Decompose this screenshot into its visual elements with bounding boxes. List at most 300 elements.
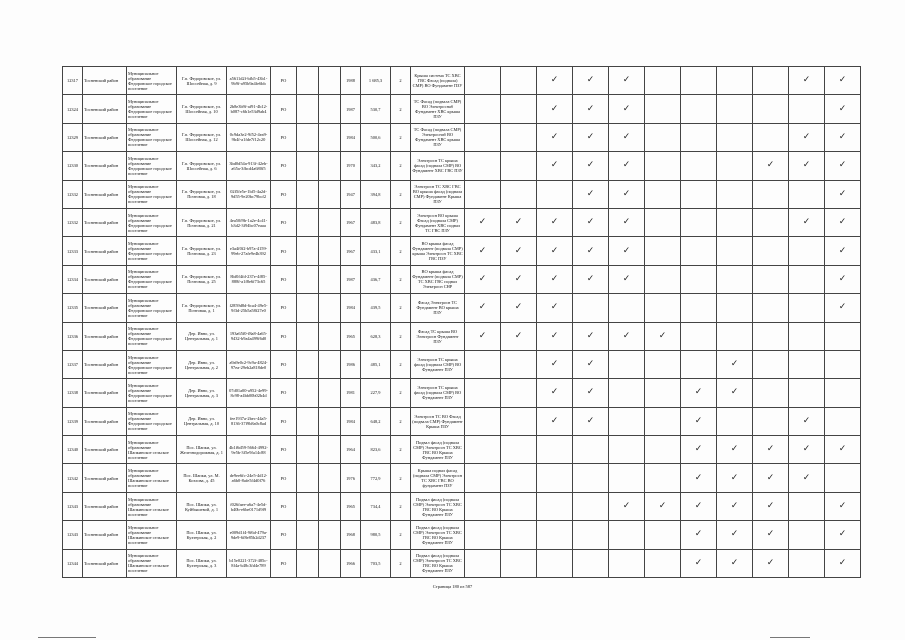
cell-check xyxy=(609,67,645,95)
cell-check xyxy=(717,549,753,577)
cell-check xyxy=(789,492,825,520)
cell-code: 8bf0f4fd-237e-4f85-888f-a1f8e6f73c65 xyxy=(227,265,271,293)
cell-check xyxy=(573,294,609,322)
cell-address: Дер. Ивно, ул. Центральная, д. 1 xyxy=(177,322,227,350)
cell-check xyxy=(789,322,825,350)
cell-check xyxy=(717,123,753,151)
cell-floors: 2 xyxy=(391,152,411,180)
cell-check xyxy=(501,350,537,378)
checkmark-icon: ✓ xyxy=(550,330,559,341)
cell-code: a9a9e0c2-9c9a-4824-97ea-29eb2a818de0 xyxy=(227,350,271,378)
cell-owner: Муниципальное образование Федоровское городское поселение xyxy=(127,350,177,378)
checkmark-icon: ✓ xyxy=(478,330,487,341)
cell-id: 12344 xyxy=(63,549,83,577)
checkmark-icon: ✓ xyxy=(550,273,559,284)
cell-works: Фасад Электросн ТС Фундамент ВО крыша ПЗУ xyxy=(411,294,465,322)
cell-check xyxy=(501,265,537,293)
cell-blank xyxy=(297,237,319,265)
cell-form: РО xyxy=(271,549,297,577)
cell-check xyxy=(717,294,753,322)
cell-owner: Муниципальное образование Федоровское городское поселение xyxy=(127,265,177,293)
cell-owner: Муниципальное образование Шапкинское сельское поселение xyxy=(127,549,177,577)
cell-check xyxy=(681,208,717,236)
cell-works: ТС Фасад (подвала СМР) ВО Электроснаб Фундамент ХВС крыша ПЗУ xyxy=(411,95,465,123)
cell-check xyxy=(573,549,609,577)
cell-year: 1984 xyxy=(341,123,361,151)
cell-area: 628,3 xyxy=(361,322,391,350)
checkmark-icon: ✓ xyxy=(478,302,487,313)
cell-check xyxy=(825,379,861,407)
cell-check xyxy=(537,265,573,293)
cell-form: РО xyxy=(271,492,297,520)
cell-check xyxy=(681,464,717,492)
cell-year: 1968 xyxy=(341,521,361,549)
cell-floors: 2 xyxy=(391,464,411,492)
cell-check xyxy=(753,123,789,151)
cell-code: de9ee6fc-24e5-4d12-a6b0-8afe5f4d0f76 xyxy=(227,464,271,492)
cell-id: 12329 xyxy=(63,123,83,151)
cell-floors: 2 xyxy=(391,436,411,464)
cell-check xyxy=(717,350,753,378)
cell-check xyxy=(465,350,501,378)
cell-code: 0c9da3e2-9f52-4ea9-9b4f-a1fde7f12c20 xyxy=(227,123,271,151)
checkmark-icon: ✓ xyxy=(622,188,631,199)
checkmark-icon: ✓ xyxy=(802,444,811,455)
cell-check xyxy=(501,180,537,208)
checkmark-icon: ✓ xyxy=(586,131,595,142)
cell-works: Электросн ТС ВО Фасад (подвала СМР) Фундамент Крыша ПЗУ xyxy=(411,407,465,435)
cell-owner: Муниципальное образование Шапкинское сельское поселение xyxy=(127,521,177,549)
cell-check xyxy=(717,322,753,350)
checkmark-icon: ✓ xyxy=(838,103,847,114)
cell-check xyxy=(753,265,789,293)
cell-year: 1986 xyxy=(341,350,361,378)
cell-check xyxy=(717,492,753,520)
register-table-body xyxy=(63,67,861,578)
cell-area: 485,1 xyxy=(361,350,391,378)
cell-code: a5611d2f-bfb5-43b1-9b9f-a95b9a4fe6bb xyxy=(227,67,271,95)
cell-address: Пос. Шапки, ул. Железнодорожная, д. 1 xyxy=(177,436,227,464)
cell-check xyxy=(789,436,825,464)
cell-works: ВО крыша фасад Фундамент (подвала СМР) крыша Электросн ТС ХВС ГВС ПЗУ xyxy=(411,237,465,265)
checkmark-icon: ✓ xyxy=(802,217,811,228)
cell-check xyxy=(465,407,501,435)
cell-check xyxy=(501,322,537,350)
cell-id: 12324 xyxy=(63,95,83,123)
cell-area: 648,2 xyxy=(361,407,391,435)
checkmark-icon: ✓ xyxy=(586,75,595,86)
cell-check xyxy=(609,407,645,435)
cell-check xyxy=(789,67,825,95)
cell-code: 3bd0d54a-913f-42eb-a65a-3fbcd4a680f5 xyxy=(227,152,271,180)
cell-check xyxy=(645,67,681,95)
cell-year: 1967 xyxy=(341,208,361,236)
cell-check xyxy=(645,208,681,236)
cell-code: e009d1f4-9f6d-479a-9de9-6f8e85b2d237 xyxy=(227,521,271,549)
table-row xyxy=(63,123,861,151)
cell-check xyxy=(645,152,681,180)
cell-check xyxy=(825,294,861,322)
table-row xyxy=(63,294,861,322)
checkmark-icon: ✓ xyxy=(514,330,523,341)
cell-check xyxy=(681,350,717,378)
cell-works: Крыша подвал фасад (подвала СМР) Электросн ТС ХВС ГВС ВО фундамент ПЗУ xyxy=(411,464,465,492)
cell-check xyxy=(825,265,861,293)
cell-area: 343,2 xyxy=(361,152,391,180)
cell-owner: Муниципальное образование Шапкинское сельское поселение xyxy=(127,492,177,520)
checkmark-icon: ✓ xyxy=(802,131,811,142)
cell-check xyxy=(681,492,717,520)
page-footer: Страница 180 из 587 xyxy=(432,584,473,589)
cell-id: 12340 xyxy=(63,436,83,464)
cell-year: 1967 xyxy=(341,237,361,265)
checkmark-icon: ✓ xyxy=(730,359,739,370)
cell-check xyxy=(537,322,573,350)
cell-floors: 2 xyxy=(391,67,411,95)
checkmark-icon: ✓ xyxy=(694,472,703,483)
checkmark-icon: ✓ xyxy=(550,415,559,426)
cell-blank xyxy=(319,549,341,577)
cell-floors: 2 xyxy=(391,265,411,293)
cell-floors: 2 xyxy=(391,123,411,151)
cell-check xyxy=(537,294,573,322)
table-row xyxy=(63,521,861,549)
cell-floors: 2 xyxy=(391,95,411,123)
cell-check xyxy=(609,237,645,265)
cell-floors: 2 xyxy=(391,350,411,378)
table-row xyxy=(63,464,861,492)
cell-blank xyxy=(297,95,319,123)
cell-code: f026faee-a6a7-4e5d-b40b-e6be0171d9f9 xyxy=(227,492,271,520)
cell-form: РО xyxy=(271,294,297,322)
cell-check xyxy=(825,407,861,435)
cell-check xyxy=(609,152,645,180)
cell-check xyxy=(717,152,753,180)
cell-year: 1965 xyxy=(341,322,361,350)
cell-check xyxy=(717,407,753,435)
cell-check xyxy=(645,407,681,435)
cell-year: 1947 xyxy=(341,180,361,208)
checkmark-icon: ✓ xyxy=(622,217,631,228)
cell-check xyxy=(501,379,537,407)
cell-check xyxy=(645,180,681,208)
cell-blank xyxy=(319,521,341,549)
cell-check xyxy=(609,95,645,123)
table-row xyxy=(63,322,861,350)
cell-check xyxy=(681,123,717,151)
checkmark-icon: ✓ xyxy=(802,75,811,86)
cell-area: 530,7 xyxy=(361,95,391,123)
cell-owner: Муниципальное образование Федоровское городское поселение xyxy=(127,67,177,95)
cell-check xyxy=(501,549,537,577)
cell-year: 1964 xyxy=(341,436,361,464)
checkmark-icon: ✓ xyxy=(550,359,559,370)
cell-check xyxy=(645,322,681,350)
cell-district: Тосненский район xyxy=(83,521,127,549)
cell-district: Тосненский район xyxy=(83,294,127,322)
checkmark-icon: ✓ xyxy=(550,245,559,256)
cell-area: 227,9 xyxy=(361,379,391,407)
checkmark-icon: ✓ xyxy=(586,330,595,341)
cell-year: 1984 xyxy=(341,407,361,435)
cell-blank xyxy=(319,407,341,435)
cell-district: Тосненский район xyxy=(83,350,127,378)
cell-blank xyxy=(319,294,341,322)
cell-check xyxy=(573,407,609,435)
cell-check xyxy=(717,180,753,208)
checkmark-icon: ✓ xyxy=(658,330,667,341)
cell-check xyxy=(789,265,825,293)
cell-id: 12332 xyxy=(63,180,83,208)
checkmark-icon: ✓ xyxy=(586,217,595,228)
cell-check xyxy=(753,350,789,378)
cell-check xyxy=(501,123,537,151)
cell-check xyxy=(717,67,753,95)
cell-check xyxy=(825,521,861,549)
cell-floors: 2 xyxy=(391,322,411,350)
cell-floors: 2 xyxy=(391,237,411,265)
cell-check xyxy=(789,549,825,577)
checkmark-icon: ✓ xyxy=(730,387,739,398)
checkmark-icon: ✓ xyxy=(586,160,595,171)
cell-owner: Муниципальное образование Федоровское городское поселение xyxy=(127,152,177,180)
checkmark-icon: ✓ xyxy=(838,217,847,228)
cell-owner: Муниципальное образование Федоровское городское поселение xyxy=(127,95,177,123)
cell-year: 1987 xyxy=(341,95,361,123)
cell-check xyxy=(681,152,717,180)
checkmark-icon: ✓ xyxy=(838,501,847,512)
cell-district: Тосненский район xyxy=(83,492,127,520)
checkmark-icon: ✓ xyxy=(766,444,775,455)
cell-check xyxy=(465,492,501,520)
checkmark-icon: ✓ xyxy=(730,557,739,568)
cell-blank xyxy=(297,322,319,350)
cell-check xyxy=(789,208,825,236)
cell-floors: 2 xyxy=(391,492,411,520)
cell-area: 500,6 xyxy=(361,123,391,151)
cell-check xyxy=(537,180,573,208)
cell-check xyxy=(573,208,609,236)
cell-address: Г.п. Федоровское, ул. Шоссейная, д. 10 xyxy=(177,95,227,123)
cell-id: 12330 xyxy=(63,152,83,180)
checkmark-icon: ✓ xyxy=(766,501,775,512)
cell-year: 1981 xyxy=(341,379,361,407)
cell-address: Дер. Ивно, ул. Центральная, д. 2 xyxy=(177,350,227,378)
cell-form: РО xyxy=(271,350,297,378)
cell-check xyxy=(681,294,717,322)
checkmark-icon: ✓ xyxy=(550,302,559,313)
cell-form: РО xyxy=(271,464,297,492)
cell-id: 12338 xyxy=(63,379,83,407)
cell-check xyxy=(789,350,825,378)
cell-area: 439,5 xyxy=(361,294,391,322)
cell-floors: 2 xyxy=(391,549,411,577)
cell-check xyxy=(465,208,501,236)
table-row xyxy=(63,208,861,236)
cell-check xyxy=(789,95,825,123)
cell-blank xyxy=(297,208,319,236)
cell-id: 12343 xyxy=(63,521,83,549)
cell-check xyxy=(609,294,645,322)
cell-blank xyxy=(319,208,341,236)
cell-check xyxy=(465,294,501,322)
cell-check xyxy=(789,294,825,322)
cell-check xyxy=(789,123,825,151)
checkmark-icon: ✓ xyxy=(802,160,811,171)
table-row xyxy=(63,350,861,378)
cell-check xyxy=(753,208,789,236)
cell-check xyxy=(465,152,501,180)
cell-owner: Муниципальное образование Шапкинское сельское поселение xyxy=(127,464,177,492)
checkmark-icon: ✓ xyxy=(622,273,631,284)
checkmark-icon: ✓ xyxy=(622,131,631,142)
checkmark-icon: ✓ xyxy=(586,387,595,398)
cell-check xyxy=(681,407,717,435)
cell-address: Пос. Шапки, ул. Куйбышевой, д. 1 xyxy=(177,492,227,520)
cell-check xyxy=(825,152,861,180)
cell-id: 12343 xyxy=(63,492,83,520)
cell-check xyxy=(789,237,825,265)
cell-blank xyxy=(297,180,319,208)
cell-form: РО xyxy=(271,379,297,407)
cell-blank xyxy=(297,521,319,549)
cell-check xyxy=(825,180,861,208)
cell-check xyxy=(609,123,645,151)
cell-check xyxy=(609,549,645,577)
cell-check xyxy=(465,180,501,208)
cell-check xyxy=(825,492,861,520)
checkmark-icon: ✓ xyxy=(478,245,487,256)
cell-check xyxy=(717,208,753,236)
cell-address: Пос. Шапки, ул. Кухтерская, д. 2 xyxy=(177,521,227,549)
checkmark-icon: ✓ xyxy=(838,529,847,540)
cell-check xyxy=(537,549,573,577)
cell-district: Тосненский район xyxy=(83,67,127,95)
checkmark-icon: ✓ xyxy=(586,415,595,426)
cell-check xyxy=(501,152,537,180)
cell-form: РО xyxy=(271,237,297,265)
cell-check xyxy=(501,436,537,464)
cell-floors: 2 xyxy=(391,208,411,236)
cell-blank xyxy=(297,123,319,151)
cell-check xyxy=(645,123,681,151)
cell-check xyxy=(573,67,609,95)
cell-works: Электросн ТС ХВС ГВС ВО крыша фасад (подвала СМР) Фундамент Крыша ПЗУ xyxy=(411,180,465,208)
cell-check xyxy=(573,379,609,407)
cell-blank xyxy=(319,67,341,95)
checkmark-icon: ✓ xyxy=(838,273,847,284)
cell-check xyxy=(465,322,501,350)
cell-address: Г.п. Федоровское, ул. Шоссейная, д. 6 xyxy=(177,152,227,180)
cell-check xyxy=(717,521,753,549)
cell-check xyxy=(573,123,609,151)
checkmark-icon: ✓ xyxy=(730,529,739,540)
checkmark-icon: ✓ xyxy=(766,472,775,483)
register-table xyxy=(62,66,861,578)
cell-check xyxy=(645,350,681,378)
cell-form: РО xyxy=(271,322,297,350)
cell-check xyxy=(645,237,681,265)
cell-district: Тосненский район xyxy=(83,265,127,293)
cell-check xyxy=(753,492,789,520)
checkmark-icon: ✓ xyxy=(730,444,739,455)
cell-district: Тосненский район xyxy=(83,322,127,350)
cell-id: 12334 xyxy=(63,265,83,293)
cell-works: Электросн ТС крыша фасад (подвала СМР) ВО Фундамент ХВС ГВС ПЗУ xyxy=(411,152,465,180)
cell-check xyxy=(537,208,573,236)
cell-floors: 2 xyxy=(391,407,411,435)
cell-check xyxy=(681,549,717,577)
table-row xyxy=(63,407,861,435)
cell-check xyxy=(573,436,609,464)
cell-check xyxy=(825,95,861,123)
checkmark-icon: ✓ xyxy=(586,359,595,370)
cell-check xyxy=(681,67,717,95)
cell-id: 12333 xyxy=(63,237,83,265)
cell-check xyxy=(501,407,537,435)
table-row xyxy=(63,95,861,123)
checkmark-icon: ✓ xyxy=(550,131,559,142)
cell-check xyxy=(681,237,717,265)
cell-check xyxy=(789,379,825,407)
checkmark-icon: ✓ xyxy=(586,188,595,199)
checkmark-icon: ✓ xyxy=(694,387,703,398)
cell-check xyxy=(573,322,609,350)
checkmark-icon: ✓ xyxy=(622,245,631,256)
cell-check xyxy=(537,350,573,378)
cell-area: 703,5 xyxy=(361,549,391,577)
cell-check xyxy=(609,265,645,293)
cell-check xyxy=(645,95,681,123)
cell-blank xyxy=(297,265,319,293)
cell-form: РО xyxy=(271,95,297,123)
cell-check xyxy=(537,521,573,549)
cell-code: 4ea50f9b-1a2e-4c41-b3d2-3f94bc07eaaa xyxy=(227,208,271,236)
cell-check xyxy=(609,492,645,520)
checkmark-icon: ✓ xyxy=(550,387,559,398)
table-row xyxy=(63,67,861,95)
checkmark-icon: ✓ xyxy=(802,472,811,483)
cell-check xyxy=(717,379,753,407)
cell-blank xyxy=(297,379,319,407)
checkmark-icon: ✓ xyxy=(514,245,523,256)
checkmark-icon: ✓ xyxy=(694,501,703,512)
cell-id: 12332 xyxy=(63,208,83,236)
table-row xyxy=(63,237,861,265)
cell-check xyxy=(645,379,681,407)
cell-form: РО xyxy=(271,265,297,293)
cell-check xyxy=(501,208,537,236)
cell-owner: Муниципальное образование Федоровское городское поселение xyxy=(127,379,177,407)
checkmark-icon: ✓ xyxy=(838,75,847,86)
cell-code: 02f5fe5e-1bf5-4a2d-9d55-9e20bc79bcf2 xyxy=(227,180,271,208)
cell-owner: Муниципальное образование Федоровское городское поселение xyxy=(127,322,177,350)
cell-year: 1966 xyxy=(341,549,361,577)
cell-check xyxy=(753,464,789,492)
cell-address: Г.п. Федоровское, ул. Почтовая, д. 18 xyxy=(177,180,227,208)
cell-address: Дер. Ивно, ул. Центральная, д. 3 xyxy=(177,379,227,407)
checkmark-icon: ✓ xyxy=(622,501,631,512)
cell-check xyxy=(753,180,789,208)
cell-owner: Муниципальное образование Федоровское городское поселение xyxy=(127,180,177,208)
cell-district: Тосненский район xyxy=(83,123,127,151)
cell-address: Пос. Шапки, ул. М. Козлова, д. 45 xyxy=(177,464,227,492)
cell-floors: 2 xyxy=(391,180,411,208)
checkmark-icon: ✓ xyxy=(550,217,559,228)
cell-check xyxy=(825,350,861,378)
table-row xyxy=(63,549,861,577)
checkmark-icon: ✓ xyxy=(838,245,847,256)
